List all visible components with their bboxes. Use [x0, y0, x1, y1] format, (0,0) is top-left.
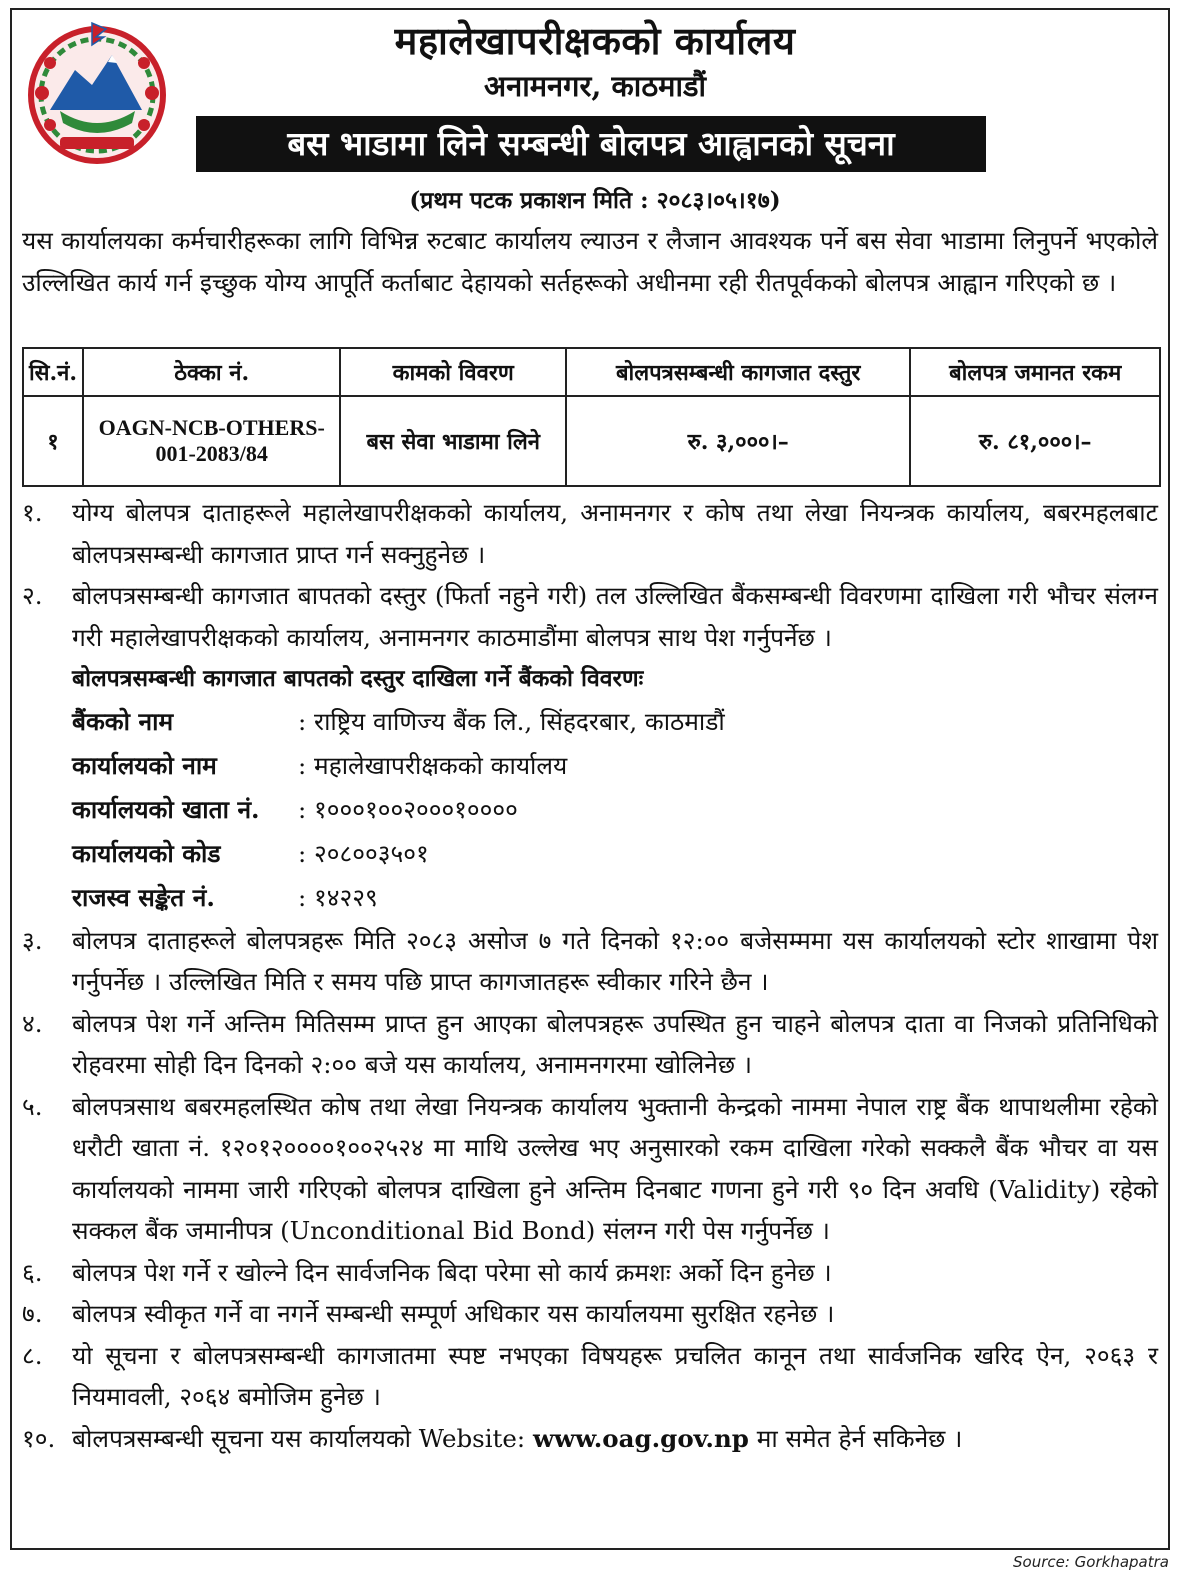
office-title: महालेखापरीक्षकको कार्यालय [394, 18, 796, 63]
list-item [22, 1335, 1158, 1418]
bank-detail-label: बैंकको नाम [72, 706, 174, 736]
cell-work-description: बस सेवा भाडामा लिने [340, 396, 566, 486]
source-credit: Source: Gorkhapatra [1013, 1553, 1169, 1571]
cell-contract-no: OAGN-NCB-OTHERS-001-2083/84 [83, 396, 340, 486]
item-text: यो सूचना र बोलपत्रसम्बन्धी कागजातमा स्पष्ट नभएका विषयहरू प्रचलित कानून तथा सार्वजनिक खरिद ऐन, २०६३ र नियमावली, २०६४ बमोजिम हुनेछ । [72, 1340, 1158, 1411]
bank-detail-label: कार्यालयको नाम [72, 750, 217, 780]
bank-detail-value: : २०८००३५०१ [298, 838, 429, 868]
item-text [72, 1418, 1158, 1460]
bank-detail-value: : १०००१००२०००१०००० [298, 794, 518, 824]
item-number: ६. [22, 1257, 43, 1287]
bank-detail-row [22, 744, 1158, 788]
website-link[interactable]: www.oag.gov.np [532, 1423, 749, 1453]
bank-detail-label: कार्यालयको कोड [72, 838, 221, 868]
bank-detail-value: : राष्ट्रिय वाणिज्य बैंक लि., सिंहदरबार, काठमाडौं [298, 706, 725, 736]
intro-paragraph: यस कार्यालयका कर्मचारीहरूका लागि विभिन्न रुटबाट कार्यालय ल्याउन र लैजान आवश्यक पर्ने बस सेवा भाडामा लिनुपर्ने भएकोले उल्लिखित कार्य गर्न इच्छुक योग्य आपूर्ति कर्ताबाट देहायको सर्तहरूको अधीनमा रही रीतपूर्वकको बोलपत्र आह्वान गरिएको छ । [22, 226, 1158, 297]
cell-bid-security: रु. ८१,०००।– [910, 396, 1160, 486]
item-number: ३. [22, 925, 43, 955]
office-address: अनामनगर, काठमाडौं [483, 69, 707, 103]
publication-date: (प्रथम पटक प्रकाशन मिति : २०८३।०५।१७) [409, 187, 781, 214]
bank-detail-row [22, 832, 1158, 876]
col-header-contract-no: ठेक्का नं. [83, 348, 340, 396]
list-item [22, 1418, 1158, 1460]
bank-detail-value: : महालेखापरीक्षकको कार्यालय [298, 750, 568, 780]
item-number: ७. [22, 1299, 43, 1328]
bank-details-heading: बोलपत्रसम्बन्धी कागजात बापतको दस्तुर दाखिला गर्ने बैंकको विवरणः [72, 665, 644, 692]
table-header-row [23, 348, 1160, 396]
bank-detail-value: : १४२२९ [298, 882, 378, 912]
item-number: ४. [22, 1008, 43, 1038]
item-text-after: मा समेत हेर्न सकिनेछ । [756, 1423, 963, 1453]
item-text: योग्य बोलपत्र दाताहरूले महालेखापरीक्षकको कार्यालय, अनामनगर र कोष तथा लेखा नियन्त्रक कार्यालय, बबरमहलबाट बोलपत्रसम्बन्धी कागजात प्राप्त गर्न सक्नुहुनेछ । [72, 498, 1158, 569]
cell-serial: १ [23, 396, 83, 486]
item-number: ५. [22, 1091, 43, 1121]
list-item [22, 1293, 1158, 1335]
item-number: १. [22, 498, 43, 527]
item-text: बोलपत्र पेश गर्ने र खोल्ने दिन सार्वजनिक बिदा परेमा सो कार्य क्रमशः अर्को दिन हुनेछ । [72, 1257, 832, 1287]
item-text: बोलपत्रसम्बन्धी कागजात बापतको दस्तुर (फिर्ता नहुने गरी) तल उल्लिखित बैंकसम्बन्धी विवरणमा दाखिला गरी भौचर संलग्न गरी महालेखापरीक्षकको कार्यालय, अनामनगर काठमाडौंमा बोलपत्र साथ पेश गर्नुपर्नेछ । [72, 581, 1158, 652]
list-item [22, 575, 1158, 658]
item-text: बोलपत्र पेश गर्ने अन्तिम मितिसम्म प्राप्त हुन आएका बोलपत्रहरू उपस्थित हुन चाहने बोलपत्र दाता वा निजको प्रतिनिधिको रोहवरमा सोही दिन दिनको २:०० बजे यस कार्यालय, अनामनगरमा खोलिनेछ । [72, 1008, 1158, 1079]
cell-document-fee: रु. ३,०००।– [566, 396, 910, 486]
bank-detail-row [22, 788, 1158, 832]
col-header-bid-security: बोलपत्र जमानत रकम [910, 348, 1160, 396]
item-text: बोलपत्र दाताहरूले बोलपत्रहरू मिति २०८३ असोज ७ गते दिनको १२:०० बजेसम्ममा यस कार्यालयको स्टोर शाखामा पेश गर्नुपर्नेछ । उल्लिखित मिति र समय पछि प्राप्त कागजातहरू स्वीकार गरिने छैन । [72, 925, 1158, 996]
bank-detail-row [22, 700, 1158, 744]
notice-banner: बस भाडामा लिने सम्बन्धी बोलपत्र आह्वानको सूचना [196, 116, 986, 172]
item-text: बोलपत्रसाथ बबरमहलस्थित कोष तथा लेखा नियन्त्रक कार्यालय भुक्तानी केन्द्रको नाममा नेपाल राष्ट्र बैंक थापाथलीमा रहेको धरौटी खाता नं. १२०१२००००१००२५२४ मा माथि उल्लेख भए अनुसारको रकम दाखिला गरेको सक्कलै बैंक भौचर वा यस कार्यालयको नाममा जारी गरिएको बोलपत्र दाखिला हुने अन्तिम दिनबाट गणना हुने गरी ९० दिन अवधि (Validity) रहेको सक्कल बैंक जमानीपत्र (Unconditional Bid Bond) संलग्न गरी पेस गर्नुपर्नेछ । [72, 1091, 1158, 1245]
tender-table [22, 347, 1161, 487]
bank-detail-label: कार्यालयको खाता नं. [72, 794, 260, 824]
conditions-list [22, 492, 1158, 1459]
list-item [22, 492, 1158, 575]
item-number: ८. [22, 1340, 43, 1370]
item-number: २. [22, 581, 43, 610]
bank-detail-label: राजस्व सङ्केत नं. [72, 882, 215, 912]
nepal-emblem-icon [20, 15, 175, 170]
col-header-serial: सि.नं. [23, 348, 83, 396]
item-text-before: बोलपत्रसम्बन्धी सूचना यस कार्यालयको Website: [72, 1423, 526, 1453]
list-item [22, 1003, 1158, 1086]
item-text: बोलपत्र स्वीकृत गर्ने वा नगर्ने सम्बन्धी सम्पूर्ण अधिकार यस कार्यालयमा सुरक्षित रहनेछ । [72, 1299, 835, 1328]
list-item [22, 1252, 1158, 1294]
col-header-document-fee: बोलपत्रसम्बन्धी कागजात दस्तुर [566, 348, 910, 396]
list-item [22, 920, 1158, 1003]
item-number: १०. [22, 1423, 56, 1453]
list-item [22, 1086, 1158, 1252]
table-row [23, 396, 1160, 486]
bank-detail-row [22, 876, 1158, 920]
col-header-work-description: कामको विवरण [340, 348, 566, 396]
